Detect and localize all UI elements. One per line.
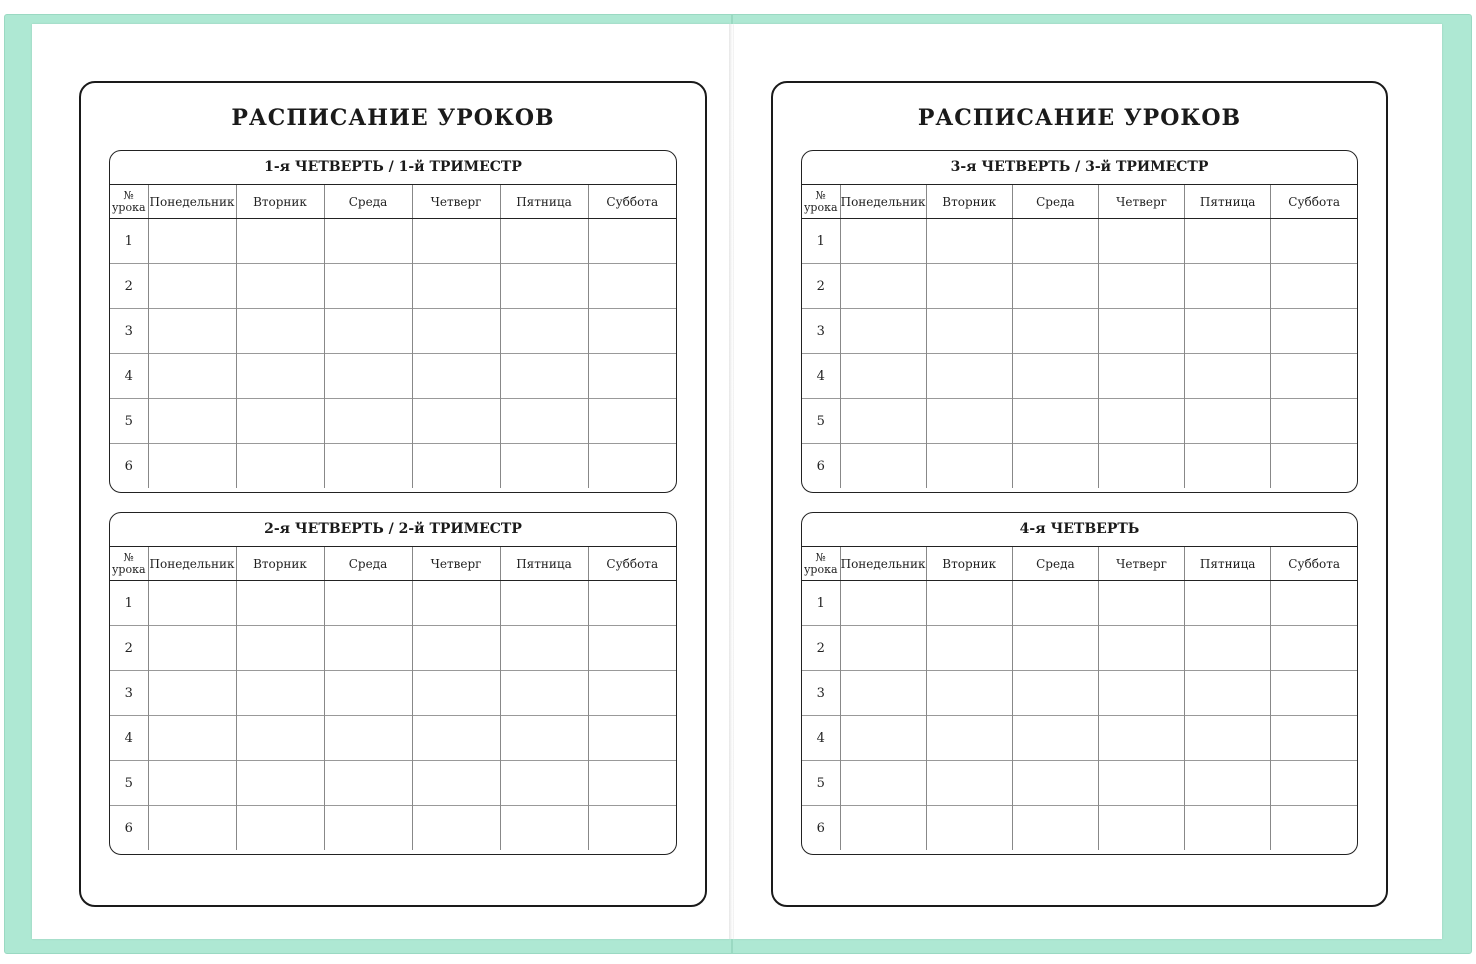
schedule-cell[interactable] bbox=[236, 671, 324, 716]
quarter-title: 4-я ЧЕТВЕРТЬ bbox=[802, 513, 1357, 547]
schedule-cell[interactable] bbox=[500, 309, 588, 354]
day-header: Среда bbox=[1012, 547, 1098, 581]
schedule-cell[interactable] bbox=[1271, 354, 1357, 399]
quarter-4-block bbox=[801, 512, 1358, 855]
schedule-cell[interactable] bbox=[1098, 309, 1184, 354]
header-row bbox=[110, 185, 676, 219]
schedule-cell[interactable] bbox=[500, 444, 588, 489]
schedule-cell[interactable] bbox=[588, 626, 676, 671]
lesson-number: 5 bbox=[802, 761, 840, 806]
schedule-cell[interactable] bbox=[1185, 626, 1271, 671]
schedule-cell[interactable] bbox=[1271, 219, 1357, 264]
schedule-cell[interactable] bbox=[324, 399, 412, 444]
schedule-cell[interactable] bbox=[1098, 581, 1184, 626]
schedule-cell[interactable] bbox=[1185, 444, 1271, 489]
schedule-cell[interactable] bbox=[1098, 354, 1184, 399]
schedule-cell[interactable] bbox=[840, 354, 926, 399]
day-header: Среда bbox=[324, 547, 412, 581]
lesson-row bbox=[802, 761, 1357, 806]
schedule-cell[interactable] bbox=[1012, 219, 1098, 264]
schedule-cell[interactable] bbox=[412, 219, 500, 264]
schedule-cell[interactable] bbox=[1185, 219, 1271, 264]
quarter-title: 2-я ЧЕТВЕРТЬ / 2-й ТРИМЕСТР bbox=[110, 513, 676, 547]
lesson-row bbox=[802, 309, 1357, 354]
lesson-row bbox=[110, 761, 676, 806]
schedule-cell[interactable] bbox=[926, 716, 1012, 761]
schedule-cell[interactable] bbox=[324, 761, 412, 806]
schedule-cell[interactable] bbox=[588, 806, 676, 851]
schedule-cell[interactable] bbox=[1012, 309, 1098, 354]
schedule-cell[interactable] bbox=[412, 671, 500, 716]
lesson-number: 1 bbox=[816, 595, 825, 611]
schedule-cell[interactable] bbox=[926, 264, 1012, 309]
day-header: Вторник bbox=[926, 547, 1012, 581]
schedule-cell[interactable] bbox=[588, 399, 676, 444]
schedule-cell[interactable] bbox=[236, 399, 324, 444]
lesson-number: 4 bbox=[802, 716, 840, 761]
schedule-cell[interactable] bbox=[412, 626, 500, 671]
schedule-cell[interactable] bbox=[926, 219, 1012, 264]
lesson-number: 1 bbox=[124, 233, 133, 249]
schedule-cell[interactable] bbox=[1185, 309, 1271, 354]
schedule-cell[interactable] bbox=[236, 354, 324, 399]
day-header: Суббота bbox=[1271, 547, 1357, 581]
lesson-number-header bbox=[802, 185, 840, 219]
schedule-cell[interactable] bbox=[236, 309, 324, 354]
lesson-row bbox=[110, 806, 676, 851]
lesson-row bbox=[802, 219, 1357, 264]
schedule-cell[interactable] bbox=[1012, 761, 1098, 806]
schedule-cell[interactable] bbox=[500, 354, 588, 399]
schedule-cell[interactable] bbox=[500, 716, 588, 761]
schedule-cell[interactable] bbox=[588, 716, 676, 761]
lesson-number-header bbox=[802, 547, 840, 581]
lesson-row bbox=[802, 444, 1357, 489]
schedule-cell[interactable] bbox=[236, 264, 324, 309]
page-title: РАСПИСАНИЕ УРОКОВ bbox=[231, 105, 555, 131]
lesson-row bbox=[110, 671, 676, 716]
lesson-row bbox=[802, 626, 1357, 671]
header-row bbox=[802, 547, 1357, 581]
schedule-cell[interactable] bbox=[1185, 671, 1271, 716]
left-page bbox=[32, 24, 730, 939]
schedule-cell[interactable] bbox=[1098, 671, 1184, 716]
schedule-cell[interactable] bbox=[840, 444, 926, 489]
lesson-number: 1 bbox=[124, 595, 133, 611]
schedule-cell[interactable] bbox=[1098, 399, 1184, 444]
schedule-cell[interactable] bbox=[324, 581, 412, 626]
schedule-cell[interactable] bbox=[1098, 219, 1184, 264]
schedule-cell[interactable] bbox=[588, 264, 676, 309]
schedule-cell[interactable] bbox=[1271, 626, 1357, 671]
number-sign: № bbox=[123, 550, 134, 564]
day-header: Суббота bbox=[1271, 185, 1357, 219]
schedule-cell[interactable] bbox=[324, 671, 412, 716]
schedule-cell[interactable] bbox=[500, 806, 588, 851]
day-header: Четверг bbox=[412, 547, 500, 581]
quarter-title: 1-я ЧЕТВЕРТЬ / 1-й ТРИМЕСТР bbox=[110, 151, 676, 185]
day-header: Вторник bbox=[236, 185, 324, 219]
schedule-cell[interactable] bbox=[840, 581, 926, 626]
schedule-cell[interactable] bbox=[588, 219, 676, 264]
schedule-cell[interactable] bbox=[148, 219, 236, 264]
schedule-cell[interactable] bbox=[1185, 399, 1271, 444]
schedule-cell[interactable] bbox=[324, 354, 412, 399]
lesson-row bbox=[802, 264, 1357, 309]
day-header: Четверг bbox=[412, 185, 500, 219]
lesson-row bbox=[110, 354, 676, 399]
lesson-number: 2 bbox=[802, 264, 840, 309]
schedule-cell[interactable] bbox=[1271, 264, 1357, 309]
lesson-number: 5 bbox=[802, 399, 840, 444]
lesson-label: урока bbox=[111, 562, 146, 576]
schedule-cell[interactable] bbox=[412, 444, 500, 489]
day-header: Суббота bbox=[588, 547, 676, 581]
schedule-cell[interactable] bbox=[840, 399, 926, 444]
schedule-cell[interactable] bbox=[1012, 716, 1098, 761]
quarter-title: 3-я ЧЕТВЕРТЬ / 3-й ТРИМЕСТР bbox=[802, 151, 1357, 185]
schedule-cell[interactable] bbox=[840, 806, 926, 851]
schedule-cell[interactable] bbox=[500, 671, 588, 716]
schedule-cell[interactable] bbox=[1012, 806, 1098, 851]
schedule-cell[interactable] bbox=[148, 264, 236, 309]
lesson-row bbox=[110, 716, 676, 761]
schedule-cell[interactable] bbox=[1185, 354, 1271, 399]
lesson-label: урока bbox=[803, 562, 838, 576]
schedule-cell[interactable] bbox=[1012, 354, 1098, 399]
day-header: Среда bbox=[324, 185, 412, 219]
schedule-cell[interactable] bbox=[840, 264, 926, 309]
lesson-row bbox=[110, 219, 676, 264]
schedule-cell[interactable] bbox=[236, 581, 324, 626]
schedule-cell[interactable] bbox=[1271, 309, 1357, 354]
day-header: Пятница bbox=[1185, 185, 1271, 219]
lesson-row bbox=[802, 806, 1357, 851]
schedule-cell[interactable] bbox=[500, 581, 588, 626]
schedule-cell[interactable] bbox=[1271, 716, 1357, 761]
schedule-cell[interactable] bbox=[324, 626, 412, 671]
schedule-cell[interactable] bbox=[588, 761, 676, 806]
schedule-cell[interactable] bbox=[500, 399, 588, 444]
schedule-cell[interactable] bbox=[926, 626, 1012, 671]
lesson-number: 5 bbox=[110, 399, 148, 444]
schedule-cell[interactable] bbox=[926, 671, 1012, 716]
day-header: Пятница bbox=[1185, 547, 1271, 581]
schedule-cell[interactable] bbox=[148, 309, 236, 354]
schedule-cell[interactable] bbox=[926, 309, 1012, 354]
schedule-cell[interactable] bbox=[840, 309, 926, 354]
schedule-cell[interactable] bbox=[926, 399, 1012, 444]
lesson-number: 6 bbox=[802, 444, 840, 489]
lesson-number: 4 bbox=[802, 354, 840, 399]
schedule-cell[interactable] bbox=[324, 219, 412, 264]
day-header: Пятница bbox=[500, 185, 588, 219]
schedule-cell[interactable] bbox=[500, 219, 588, 264]
schedule-cell[interactable] bbox=[324, 806, 412, 851]
schedule-cell[interactable] bbox=[148, 806, 236, 851]
schedule-cell[interactable] bbox=[500, 264, 588, 309]
schedule-table bbox=[802, 185, 1357, 488]
lesson-row bbox=[110, 309, 676, 354]
schedule-cell[interactable] bbox=[840, 761, 926, 806]
number-sign: № bbox=[123, 188, 134, 202]
lesson-row bbox=[802, 671, 1357, 716]
lesson-number-header bbox=[110, 547, 148, 581]
schedule-cell[interactable] bbox=[412, 806, 500, 851]
schedule-cell[interactable] bbox=[324, 264, 412, 309]
schedule-cell[interactable] bbox=[588, 354, 676, 399]
schedule-cell[interactable] bbox=[1185, 264, 1271, 309]
schedule-cell[interactable] bbox=[412, 354, 500, 399]
lesson-row bbox=[110, 444, 676, 489]
lesson-number: 3 bbox=[110, 309, 148, 354]
schedule-table bbox=[110, 547, 676, 850]
right-page bbox=[734, 24, 1442, 939]
lesson-number: 2 bbox=[110, 264, 148, 309]
lesson-number: 4 bbox=[110, 716, 148, 761]
schedule-cell[interactable] bbox=[500, 761, 588, 806]
day-header: Понедельник bbox=[840, 547, 926, 581]
schedule-cell[interactable] bbox=[412, 581, 500, 626]
page-title: РАСПИСАНИЕ УРОКОВ bbox=[917, 105, 1242, 131]
lesson-number: 3 bbox=[802, 671, 840, 716]
quarter-2-block bbox=[109, 512, 677, 855]
lesson-number: 4 bbox=[110, 354, 148, 399]
schedule-cell[interactable] bbox=[1185, 581, 1271, 626]
schedule-cell[interactable] bbox=[1098, 444, 1184, 489]
schedule-cell[interactable] bbox=[324, 309, 412, 354]
schedule-cell[interactable] bbox=[236, 716, 324, 761]
schedule-cell[interactable] bbox=[236, 219, 324, 264]
schedule-cell[interactable] bbox=[412, 264, 500, 309]
lesson-number: 5 bbox=[110, 761, 148, 806]
quarter-1-block bbox=[109, 150, 677, 493]
schedule-cell[interactable] bbox=[1012, 444, 1098, 489]
day-header: Среда bbox=[1012, 185, 1098, 219]
schedule-cell[interactable] bbox=[588, 581, 676, 626]
day-header: Четверг bbox=[1098, 547, 1184, 581]
lesson-number: 3 bbox=[802, 309, 840, 354]
schedule-cell[interactable] bbox=[1271, 444, 1357, 489]
lesson-number: 3 bbox=[110, 671, 148, 716]
day-header: Четверг bbox=[1098, 185, 1184, 219]
number-sign: № bbox=[815, 550, 826, 564]
schedule-cell[interactable] bbox=[588, 671, 676, 716]
schedule-cell[interactable] bbox=[1098, 806, 1184, 851]
schedule-cell[interactable] bbox=[148, 354, 236, 399]
schedule-cell[interactable] bbox=[1271, 761, 1357, 806]
lesson-number: 2 bbox=[110, 626, 148, 671]
day-header: Понедельник bbox=[148, 547, 236, 581]
schedule-cell[interactable] bbox=[1098, 716, 1184, 761]
header-row bbox=[802, 185, 1357, 219]
day-header: Суббота bbox=[588, 185, 676, 219]
schedule-cell[interactable] bbox=[1012, 626, 1098, 671]
schedule-cell[interactable] bbox=[148, 671, 236, 716]
schedule-cell[interactable] bbox=[412, 716, 500, 761]
schedule-frame bbox=[79, 81, 707, 907]
schedule-cell[interactable] bbox=[236, 626, 324, 671]
lesson-row bbox=[802, 716, 1357, 761]
schedule-cell[interactable] bbox=[840, 671, 926, 716]
schedule-cell[interactable] bbox=[148, 399, 236, 444]
schedule-cell[interactable] bbox=[840, 716, 926, 761]
schedule-cell[interactable] bbox=[1271, 806, 1357, 851]
schedule-cell[interactable] bbox=[1271, 671, 1357, 716]
schedule-cell[interactable] bbox=[926, 354, 1012, 399]
schedule-cell[interactable] bbox=[1185, 716, 1271, 761]
schedule-cell[interactable] bbox=[412, 399, 500, 444]
lesson-row bbox=[110, 581, 676, 626]
schedule-cell[interactable] bbox=[412, 761, 500, 806]
lesson-row bbox=[802, 581, 1357, 626]
schedule-cell[interactable] bbox=[236, 806, 324, 851]
schedule-cell[interactable] bbox=[148, 444, 236, 489]
lesson-number: 2 bbox=[802, 626, 840, 671]
schedule-cell[interactable] bbox=[148, 581, 236, 626]
schedule-cell[interactable] bbox=[1012, 671, 1098, 716]
schedule-cell[interactable] bbox=[1098, 264, 1184, 309]
schedule-cell[interactable] bbox=[926, 444, 1012, 489]
day-header: Вторник bbox=[926, 185, 1012, 219]
lesson-number: 6 bbox=[110, 806, 148, 851]
schedule-cell[interactable] bbox=[324, 716, 412, 761]
schedule-cell[interactable] bbox=[148, 761, 236, 806]
lesson-number: 1 bbox=[816, 233, 825, 249]
schedule-table bbox=[110, 185, 676, 488]
schedule-cell[interactable] bbox=[1012, 399, 1098, 444]
lesson-number-header bbox=[110, 185, 148, 219]
schedule-cell[interactable] bbox=[840, 626, 926, 671]
schedule-table bbox=[802, 547, 1357, 850]
day-header: Понедельник bbox=[148, 185, 236, 219]
schedule-cell[interactable] bbox=[840, 219, 926, 264]
schedule-cell[interactable] bbox=[926, 806, 1012, 851]
day-header: Вторник bbox=[236, 547, 324, 581]
schedule-cell[interactable] bbox=[926, 761, 1012, 806]
schedule-cell[interactable] bbox=[1012, 264, 1098, 309]
schedule-cell[interactable] bbox=[1185, 806, 1271, 851]
lesson-row bbox=[110, 264, 676, 309]
schedule-cell[interactable] bbox=[236, 444, 324, 489]
schedule-cell[interactable] bbox=[148, 716, 236, 761]
schedule-cell[interactable] bbox=[412, 309, 500, 354]
schedule-cell[interactable] bbox=[588, 309, 676, 354]
schedule-cell[interactable] bbox=[1271, 399, 1357, 444]
schedule-cell[interactable] bbox=[500, 626, 588, 671]
schedule-cell[interactable] bbox=[1098, 626, 1184, 671]
schedule-cell[interactable] bbox=[588, 444, 676, 489]
schedule-cell[interactable] bbox=[1271, 581, 1357, 626]
schedule-cell[interactable] bbox=[1012, 581, 1098, 626]
schedule-cell[interactable] bbox=[926, 581, 1012, 626]
lesson-row bbox=[110, 626, 676, 671]
lesson-number: 6 bbox=[802, 806, 840, 851]
lesson-row bbox=[802, 354, 1357, 399]
number-sign: № bbox=[815, 188, 826, 202]
schedule-cell[interactable] bbox=[1098, 761, 1184, 806]
lesson-number: 6 bbox=[110, 444, 148, 489]
schedule-cell[interactable] bbox=[236, 761, 324, 806]
day-header: Пятница bbox=[500, 547, 588, 581]
day-header: Понедельник bbox=[840, 185, 926, 219]
header-row bbox=[110, 547, 676, 581]
quarter-3-block bbox=[801, 150, 1358, 493]
schedule-frame bbox=[771, 81, 1388, 907]
lesson-row bbox=[802, 399, 1357, 444]
lesson-row bbox=[110, 399, 676, 444]
schedule-cell[interactable] bbox=[148, 626, 236, 671]
schedule-cell[interactable] bbox=[1185, 761, 1271, 806]
lesson-label: урока bbox=[111, 200, 146, 214]
lesson-label: урока bbox=[803, 200, 838, 214]
schedule-cell[interactable] bbox=[324, 444, 412, 489]
